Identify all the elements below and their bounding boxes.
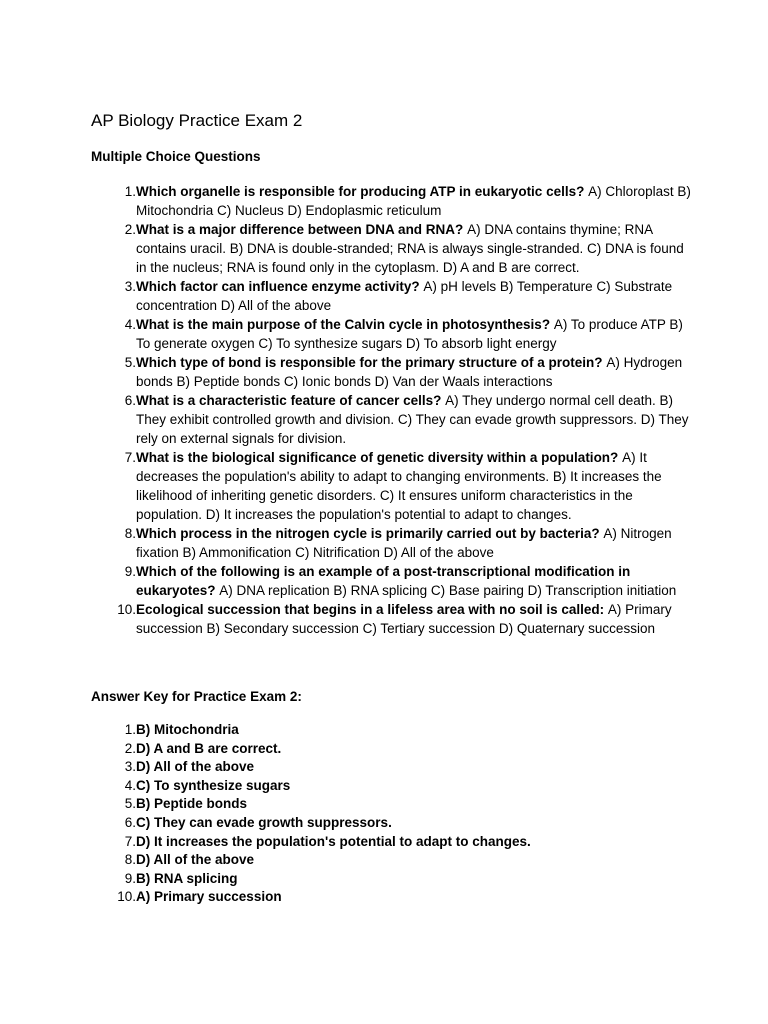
- answer-text: D) All of the above: [136, 852, 255, 868]
- answer-item: [91, 721, 691, 740]
- answer-number: 8.: [124, 852, 136, 868]
- answer-number: 2.: [124, 740, 136, 756]
- question-number: 9.: [124, 564, 136, 579]
- question-stem: Which of the following is an example of a post-transcriptional modification in eukaryotes?: [136, 564, 631, 598]
- question-number: 10.: [117, 602, 136, 617]
- question-item: [91, 391, 691, 448]
- question-options: A) To produce ATP B) To generate oxygen C) To synthesize sugars D) To absorb light energy: [136, 317, 683, 351]
- question-options: A) pH levels B) Temperature C) Substrate concentration D) All of the above: [136, 279, 673, 313]
- question-item: [91, 220, 691, 277]
- question-options: A) Nitrogen fixation B) Ammonification C) Nitrification D) All of the above: [136, 526, 672, 560]
- answer-number: 7.: [124, 833, 136, 849]
- question-item: [91, 524, 691, 562]
- question-item: [91, 562, 691, 600]
- answer-text: C) To synthesize sugars: [136, 777, 291, 793]
- question-options: A) DNA contains thymine; RNA contains uracil. B) DNA is double-stranded; RNA is always single-stranded. C) DNA is found in the nucleus; RNA is found only in the cytoplasm. D) A and B are correct.: [136, 222, 684, 275]
- question-number: 7.: [124, 450, 136, 465]
- question-number: 6.: [124, 393, 136, 408]
- question-item: [91, 600, 691, 638]
- question-number: 1.: [124, 184, 136, 199]
- answer-item: [91, 740, 691, 759]
- question-number: 8.: [124, 526, 136, 541]
- answer-number: 10.: [117, 889, 136, 905]
- answer-item: [91, 814, 691, 833]
- question-options: A) They undergo normal cell death. B) They exhibit controlled growth and division. C) They can evade growth suppressors. D) They rely on external signals for division.: [136, 393, 689, 446]
- question-item: [91, 277, 691, 315]
- mc-section-heading: Multiple Choice Questions: [91, 149, 261, 164]
- answer-number: 1.: [124, 722, 136, 737]
- answer-text: D) A and B are correct.: [136, 740, 282, 756]
- question-stem: What is a characteristic feature of cancer cells?: [136, 393, 446, 408]
- question-stem: Which factor can influence enzyme activity?: [136, 279, 424, 294]
- answer-item: [91, 833, 691, 852]
- answer-text: B) Mitochondria: [136, 722, 239, 737]
- answer-text: B) RNA splicing: [136, 870, 238, 886]
- answer-number: 5.: [124, 796, 136, 812]
- question-number: 4.: [124, 317, 136, 332]
- answer-item: [91, 870, 691, 889]
- answer-item: [91, 795, 691, 814]
- answer-item: [91, 851, 691, 870]
- question-options: A) DNA replication B) RNA splicing C) Base pairing D) Transcription initiation: [219, 583, 677, 598]
- answer-item: [91, 777, 691, 796]
- answer-text: D) All of the above: [136, 759, 255, 775]
- question-stem: Which organelle is responsible for producing ATP in eukaryotic cells?: [136, 184, 589, 199]
- answer-key-heading: Answer Key for Practice Exam 2:: [91, 689, 302, 704]
- question-number: 2.: [124, 222, 136, 237]
- answer-item: [91, 758, 691, 777]
- question-stem: What is the main purpose of the Calvin cycle in photosynthesis?: [136, 317, 554, 332]
- question-stem: Which type of bond is responsible for the primary structure of a protein?: [136, 355, 607, 370]
- question-item: [91, 353, 691, 391]
- question-number: 3.: [124, 279, 136, 294]
- answer-number: 4.: [124, 777, 136, 793]
- question-item: [91, 315, 691, 353]
- question-list: [91, 182, 691, 638]
- question-item: [91, 182, 691, 220]
- answer-number: 6.: [124, 814, 136, 830]
- question-options: A) Chloroplast B) Mitochondria C) Nucleus D) Endoplasmic reticulum: [136, 184, 691, 218]
- answer-number: 3.: [124, 759, 136, 775]
- answer-text: A) Primary succession: [136, 889, 282, 905]
- question-options: A) Hydrogen bonds B) Peptide bonds C) Ionic bonds D) Van der Waals interactions: [136, 355, 683, 389]
- question-stem: What is a major difference between DNA and RNA?: [136, 222, 468, 237]
- question-options: A) Primary succession B) Secondary succession C) Tertiary succession D) Quaternary succession: [136, 602, 672, 636]
- question-stem: Ecological succession that begins in a lifeless area with no soil is called:: [136, 602, 608, 617]
- page-title: AP Biology Practice Exam 2: [91, 111, 303, 130]
- question-options: A) It decreases the population's ability to adapt to changing environments. B) It increases the likelihood of inheriting genetic disorders. C) It ensures uniform characteristics in the population. D) It increases the population's potential to adapt to changes.: [136, 450, 662, 522]
- question-stem: Which process in the nitrogen cycle is primarily carried out by bacteria?: [136, 526, 604, 541]
- question-item: [91, 448, 691, 524]
- answer-list: [91, 721, 691, 907]
- answer-text: D) It increases the population's potential to adapt to changes.: [136, 833, 531, 849]
- answer-number: 9.: [124, 870, 136, 886]
- answer-item: [91, 888, 691, 907]
- question-stem: What is the biological significance of genetic diversity within a population?: [136, 450, 623, 465]
- question-number: 5.: [124, 355, 136, 370]
- answer-text: C) They can evade growth suppressors.: [136, 814, 392, 830]
- answer-text: B) Peptide bonds: [136, 796, 247, 812]
